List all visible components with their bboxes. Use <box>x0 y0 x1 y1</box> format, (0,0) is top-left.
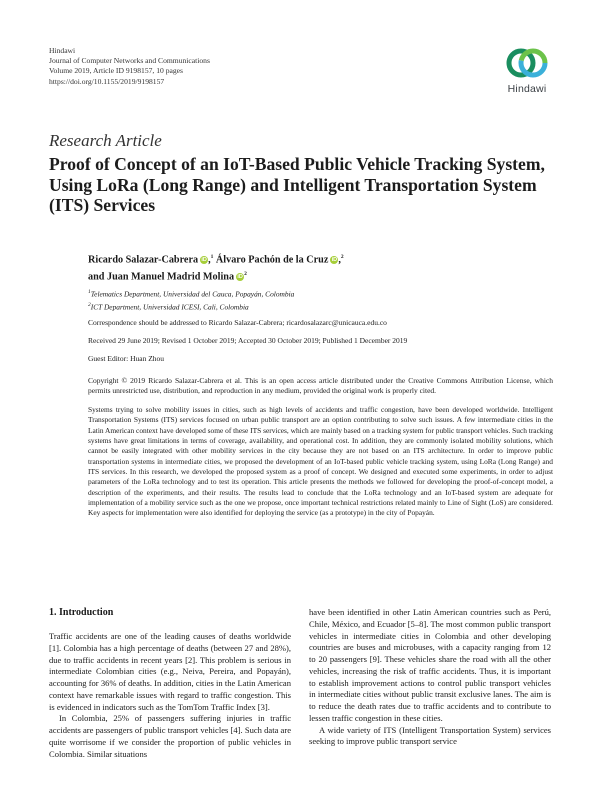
affiliation-2: $^2$ICT Department, Universidad ICESI, Cali, Colombia <box>88 302 249 312</box>
paragraph: A wide variety of ITS (Intelligent Transportation System) services seeking to improve public transport service <box>309 724 551 747</box>
journal-meta <box>49 46 210 87</box>
article-title: Proof of Concept of an IoT-Based Public Vehicle Tracking System, Using LoRa (Long Range) and Intelligent Transportation System (ITS) Services <box>49 154 545 215</box>
orcid-icon[interactable]: iD <box>237 274 243 281</box>
affiliation-1: $^1$Telematics Department, Universidad del Cauca, Popayán, Colombia <box>88 289 295 299</box>
author-3[interactable]: and Juan Manuel Madrid Molina <box>88 271 235 283</box>
author-3-affil: 2 <box>244 271 247 278</box>
dates: Received 29 June 2019; Revised 1 October 2019; Accepted 30 October 2019; Published 1 December 2019 <box>88 336 408 345</box>
correspondence: Correspondence should be addressed to Ricardo Salazar-Cabrera; ricardosalazarc@unicauca.edu.co <box>88 318 387 327</box>
right-column <box>309 607 551 748</box>
author-1-affil: 1 <box>210 254 214 260</box>
paragraph: have been identified in other Latin American countries such as Perú, Chile, México, and Ecuador [5–8]. The most common public transport vehicles in intermediate cities in Colombia and other developing countries are buses and microbuses, with a capacity ranging from 12 to 20 passengers [9]. These vehicles share the road with all the other vehicles, increasing the risk of traffic accidents. Thus, it is important to establish improvement actions to control public transport vehicles in intermediate cities without public transit exclusive lanes. The aim is to reduce the death rates due to traffic accidents and to contribute to lessen traffic congestion in these cities. <box>309 607 551 723</box>
author-1[interactable]: Ricardo Salazar-Cabrera <box>88 254 199 266</box>
affiliations <box>88 287 294 314</box>
journal-volume: Volume 2019, Article ID 9198157, 10 pages <box>49 66 183 76</box>
journal-doi[interactable]: https://doi.org/10.1155/2019/9198157 <box>49 76 165 86</box>
logo-wordmark: Hindawi <box>507 83 547 95</box>
author-2-affil: 2 <box>340 254 344 260</box>
left-column <box>49 631 291 760</box>
paragraph: Traffic accidents are one of the leading causes of deaths worldwide [1]. Colombia has a high percentage of deaths (between 27 and 28%), due to traffic accidents in recent years [2]. This problem is serious in intermediate Colombian cities (e.g., Neiva, Pereira, and Popayán), accounting for 36% of deaths. In addition, cities in the Latin American context have remarkable issues with regard to traffic congestion. This is evidenced in indicators such as the TomTom Traffic Index [3]. <box>49 631 291 712</box>
journal-name: Journal of Computer Networks and Communications <box>49 56 210 66</box>
abstract: Systems trying to solve mobility issues in cities, such as high levels of accidents and traffic congestion, have been developed worldwide. Intelligent Transportation Systems (ITS) services focused on urban public transport are an option contributing to solve such issues. A few intermediate cities in the Latin American context have developed some of these ITS services, which are mainly based on a tracking system for public transport vehicles. Such tracking systems have great limitations in terms of coverage, availability, and operational cost. In addition, they are commonly isolated mobility solutions, which cannot be easily integrated with other mobility services in the city because they are not based on an ITS architecture. In order to improve public transportation systems in intermediate cities, we proposed the development of an IoT-based public vehicle tracking system, using LoRa (Long Range) and ITS services. In this research, we developed the proposed system as a proof of concept. We designed and executed some experiments, in order to adjust parameters of the LoRa technology and to test its operation. This article presents the methods we followed for developing the proof-of-concept model, a description of the experiments, and their results. The results lead to conclude that the LoRa technology and an IoT-based system are adequate for implementation of a mobility service such as the one we propose, once important technical restrictions related mainly to Line of Sight (LoS) are considered. Key aspects for implementation were also identified for deploying the service (as a prototype) in the city of Popayán. <box>88 405 553 518</box>
hindawi-logo-icon <box>504 44 550 82</box>
author-2[interactable]: Álvaro Pachón de la Cruz <box>215 254 329 266</box>
orcid-icon[interactable]: iD <box>201 257 207 264</box>
copyright-notice: Copyright © 2019 Ricardo Salazar-Cabrera et al. This is an open access article distributed under the Creative Commons Attribution License, which permits unrestricted use, distribution, and reproduction in any medium, provided the original work is properly cited. <box>88 376 553 396</box>
guest-editor: Guest Editor: Huan Zhou <box>88 354 165 363</box>
publisher-name: Hindawi <box>49 46 76 55</box>
paragraph: In Colombia, 25% of passengers suffering injuries in traffic accidents are passengers of public transport vehicles [4]. Such data are quite worrisome if we consider the proportion of public vehicles in Colombia. Similar situations <box>49 713 291 759</box>
author-list: Ricardo Salazar-Cabrera iD,$^1$ Álvaro Pachón de la Cruz iD,$^2$ and Juan Manuel Madrid Molina $iD^2$ <box>88 254 344 283</box>
orcid-icon[interactable]: iD <box>331 257 338 264</box>
hindawi-logo <box>497 44 557 95</box>
article-type: Research Article <box>49 131 162 150</box>
section-heading: 1. Introduction <box>49 607 114 618</box>
